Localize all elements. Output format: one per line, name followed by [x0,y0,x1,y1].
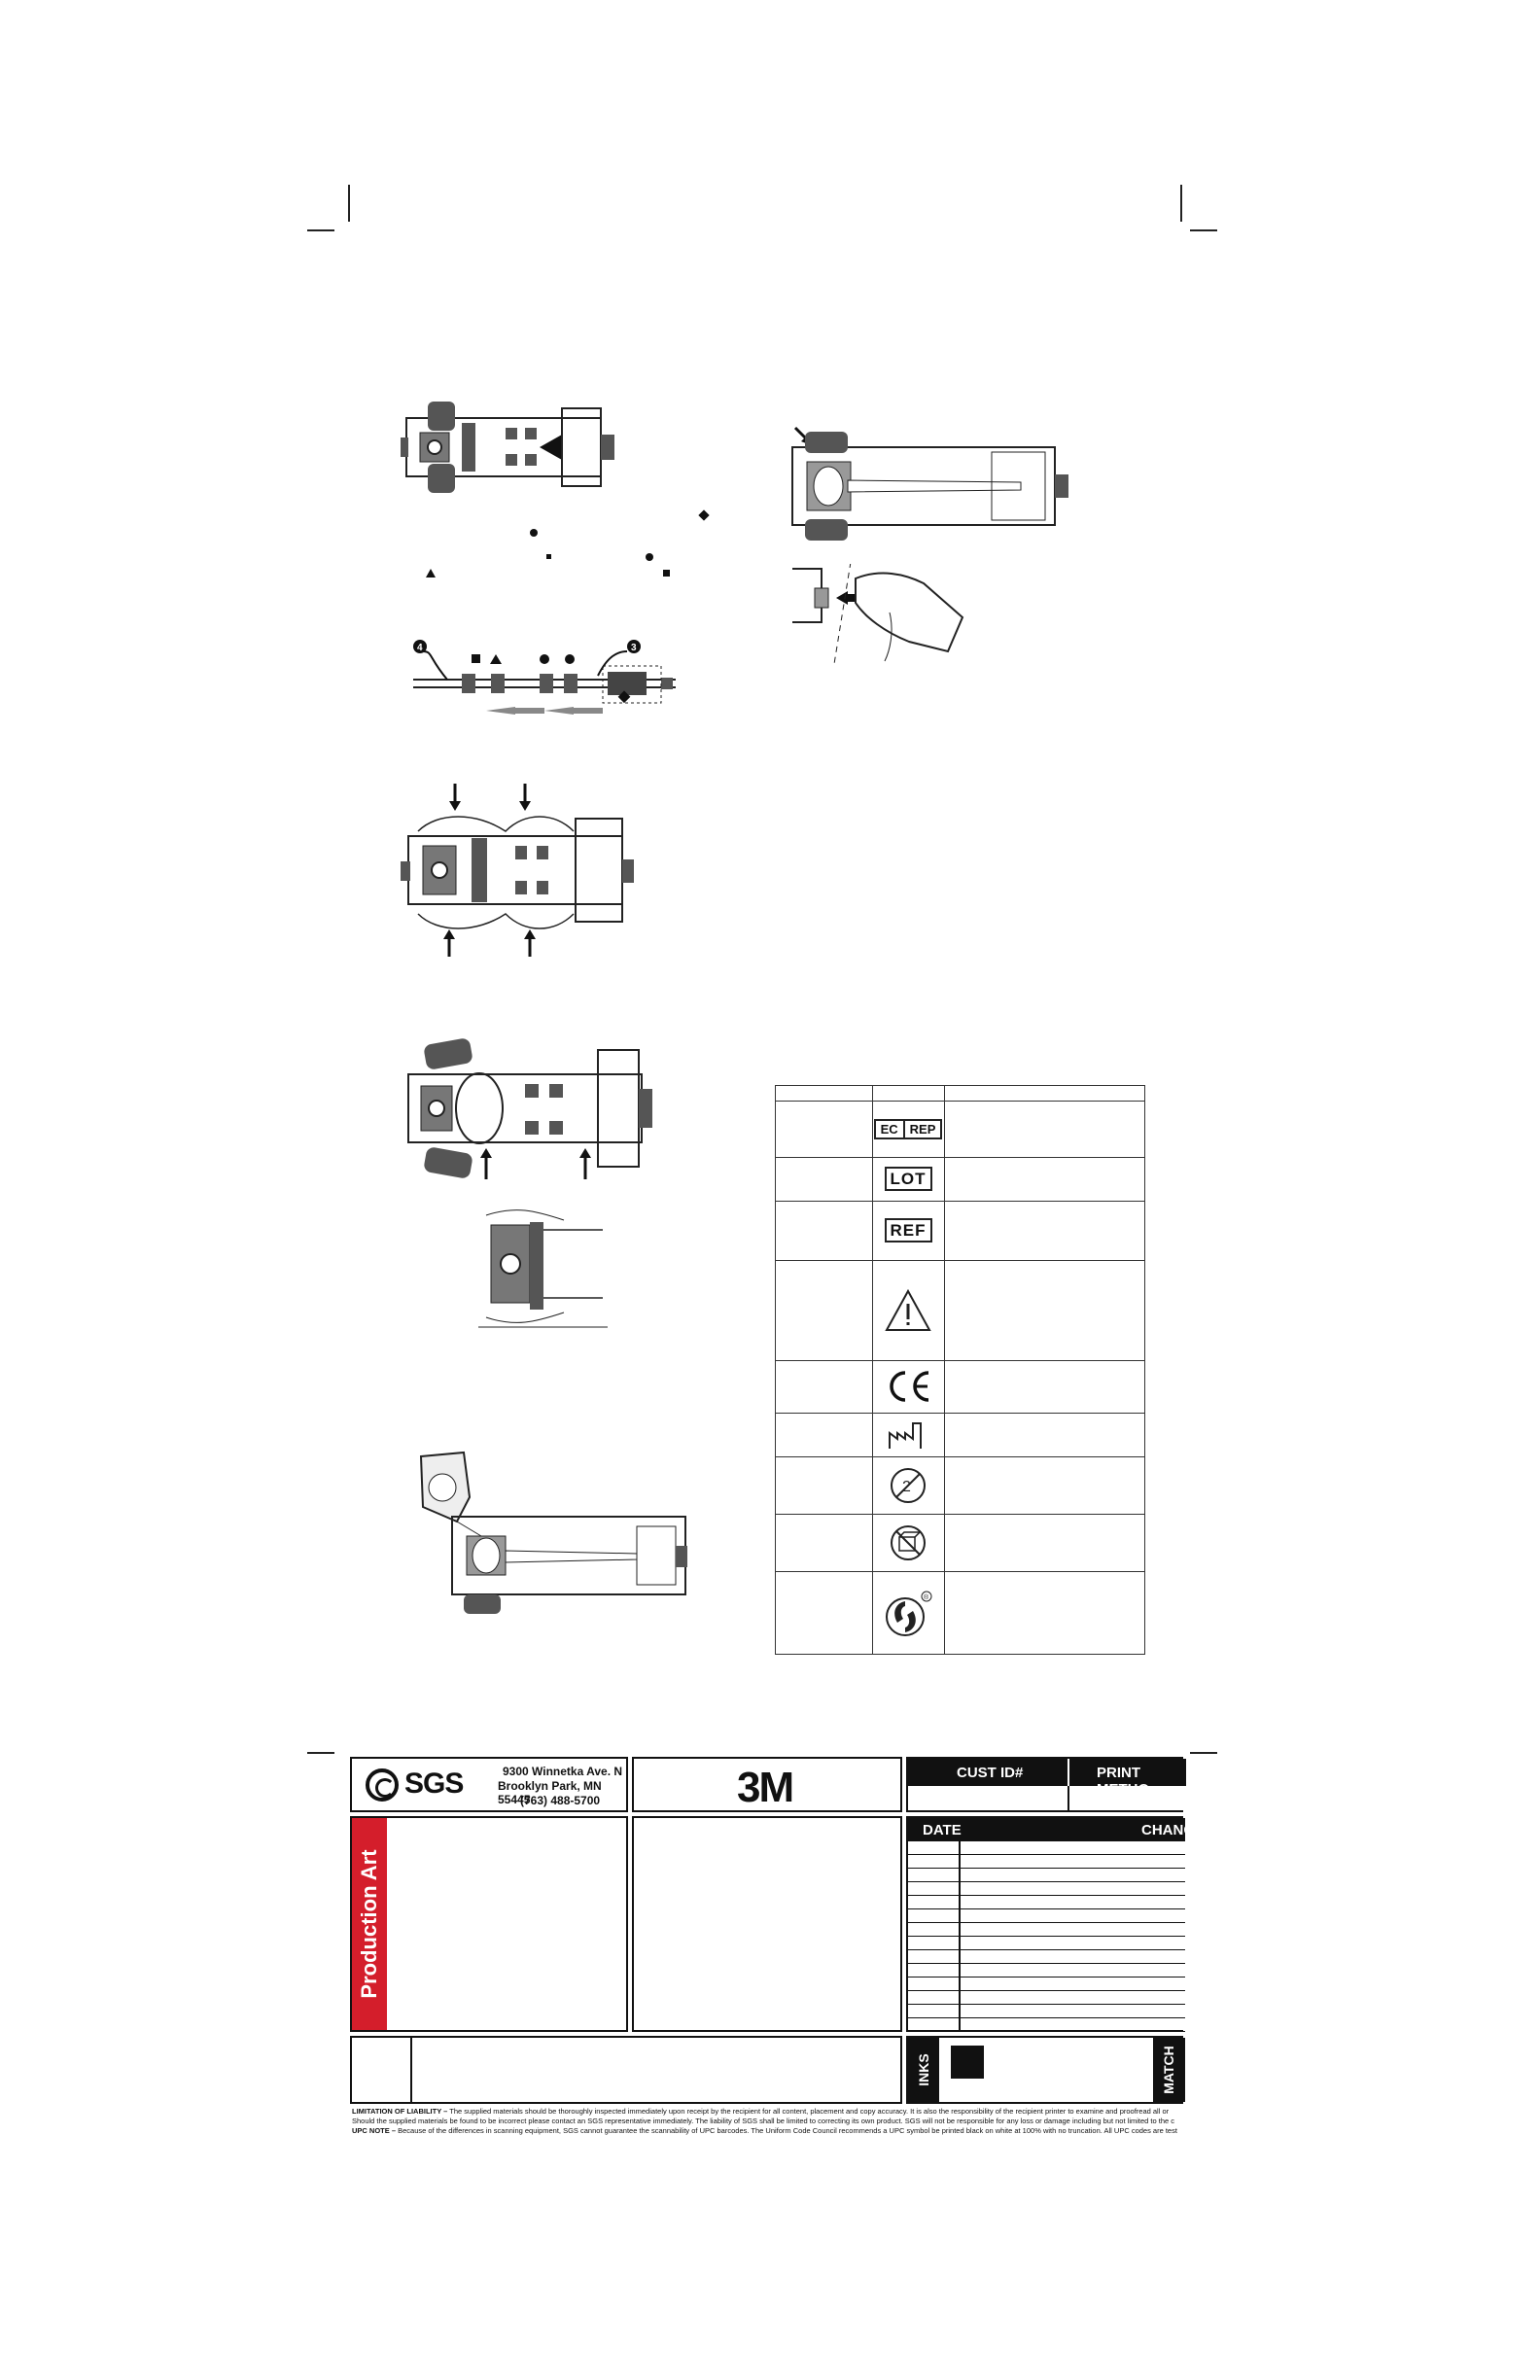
hand-press-figure [788,564,972,666]
sgs-logo-text: SGS [404,1768,464,1800]
table-row-divider [776,1157,1144,1158]
crop-mark-top-right-h [1190,229,1217,231]
cust-id-header [908,1759,1068,1786]
step-four-marker: 4 [417,643,423,653]
no-container-icon [872,1514,944,1571]
green-dot-icon [872,1571,944,1656]
patient-figure-inset [413,1449,695,1628]
changes-label: CHANG [1141,1822,1195,1838]
ec-rep-symbol [872,1101,944,1157]
marker-triangle-1 [426,569,436,578]
warning-triangle-icon [872,1260,944,1360]
symbol-table [775,1085,1145,1655]
rep-label: REP [909,1121,936,1137]
match-label: MATCH [1161,2046,1176,2094]
inks-label: INKS [916,2053,931,2086]
upc-note-line [352,2126,1183,2136]
changes-box [906,1816,1195,2032]
ref-symbol [872,1201,944,1260]
ce-mark-icon [872,1360,944,1413]
production-art-bar [352,1818,387,2030]
crop-mark-bottom-left-h [307,1752,334,1754]
do-not-reuse-icon [872,1456,944,1514]
client-logo-3m: 3M [737,1764,793,1811]
sgs-address-line1: 9300 Winnetka Ave. N [503,1765,623,1778]
notes-box [632,1816,902,2032]
marker-square-1 [663,570,670,577]
patient-figure-arrow [788,418,1079,544]
crop-mark-top-right-v [1180,185,1182,222]
table-row-divider [776,1260,1144,1261]
sgs-address-line2: Brooklyn Park, MN 55445 [498,1779,602,1806]
limitation-of-liability-line1 [352,2107,1183,2117]
device-side-figure [408,637,681,734]
device-figure-strap [399,778,661,962]
device-figure-head [403,1035,676,1181]
crop-mark-top-left-h [307,229,334,231]
ref-label: REF [885,1218,932,1242]
table-row-divider [776,1413,1144,1414]
cust-id-label: CUST ID# [957,1765,1024,1781]
date-header [908,1818,1195,1841]
table-row-divider [776,1201,1144,1202]
changes-rows [908,1841,1185,2032]
registered-mark: ® [924,1593,929,1601]
print-method-header [1069,1759,1186,1798]
production-art-label: Production Art [357,1849,381,1999]
table-row-divider [776,1101,1144,1102]
table-row-divider [776,1571,1144,1572]
table-row-divider [776,1514,1144,1515]
inks-header [908,2038,939,2102]
marker-circle-2 [646,553,653,561]
cust-id-box [906,1757,1183,1812]
device-detail-figure [476,1201,612,1332]
sgs-logo-icon [366,1768,399,1802]
marker-star-1 [546,554,551,559]
device-figure-1 [399,394,632,501]
cust-id-divider [1068,1786,1069,1812]
lot-symbol [872,1157,944,1201]
step-three-marker: 3 [631,643,637,653]
inks-box [906,2036,1183,2104]
limitation-text-2: Should the supplied materials be found to be incorrect please contact an SGS representative immediately. The liability of SGS shall be limited to correcting its own product. SGS will not be responsible for any loss or damage including but not limited to the c [352,2117,1175,2125]
lot-label: LOT [885,1167,932,1191]
match-header [1153,2038,1185,2102]
upc-title: UPC NOTE – [352,2126,397,2135]
limitation-text: The supplied materials should be thoroughly inspected immediately upon receipt by the recipient for all content, placement and copy accuracy. It is also the responsibility of the recipient printer to examine and proofread all or [449,2107,1170,2116]
table-col-divider [944,1086,945,1654]
ink-swatch-black [951,2046,984,2079]
production-art-box [350,1816,628,2032]
bottom-left-box [350,2036,902,2104]
bottom-left-divider [410,2038,412,2102]
marker-diamond-1 [698,509,709,520]
limitation-title: LIMITATION OF LIABILITY – [352,2107,448,2116]
date-label: DATE [923,1822,962,1838]
print-method-label: PRINT METHO [1097,1765,1150,1798]
table-row-divider [776,1456,1144,1457]
client-logo-box [632,1757,902,1812]
marker-circle-1 [530,529,538,537]
limitation-of-liability-line2 [352,2117,1183,2126]
sgs-phone: (763) 488-5700 [520,1794,601,1807]
sgs-logo-box [350,1757,628,1812]
crop-mark-top-left-v [348,185,350,222]
upc-text: Because of the differences in scanning equipment, SGS cannot guarantee the scannability of UPC barcodes. The Uniform Code Council recommends a UPC symbol be printed black on white at 100% with no truncation. All UPC codes are test [398,2126,1177,2135]
single-use-number: 2 [902,1478,911,1495]
crop-mark-bottom-right-h [1190,1752,1217,1754]
ec-label: EC [876,1121,905,1138]
table-row-divider [776,1360,1144,1361]
factory-icon [872,1413,944,1456]
